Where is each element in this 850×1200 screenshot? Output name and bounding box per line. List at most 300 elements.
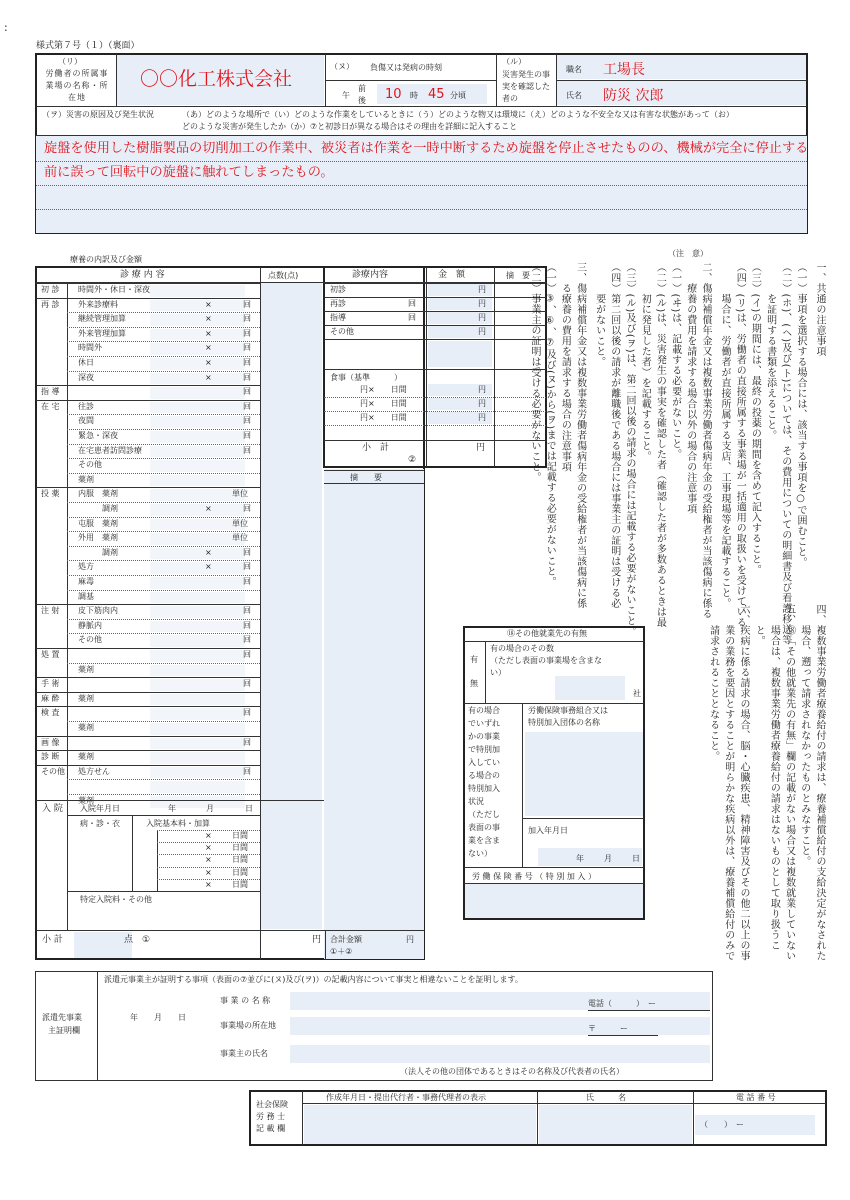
- row-mark: ×: [205, 504, 212, 513]
- subtotal-points-unit: 点: [124, 935, 134, 945]
- row-item: 皮下筋肉内: [78, 606, 118, 616]
- owner-name-field[interactable]: [290, 1045, 710, 1063]
- row-separator: [36, 736, 260, 737]
- row-item: 往診: [78, 401, 94, 411]
- row-separator: [36, 604, 260, 605]
- admission-year: 年: [168, 804, 176, 813]
- row-item: 時間外: [78, 343, 102, 353]
- right-row-separator: [324, 339, 546, 340]
- row-category: 処 置: [41, 650, 60, 659]
- row-category: 麻 酔: [41, 693, 60, 703]
- row-item: 屯服 薬剤: [78, 518, 118, 528]
- row-item: その他: [78, 635, 102, 645]
- ward-label: 病・診・衣: [80, 819, 120, 828]
- header-summary: 摘 要: [506, 271, 530, 280]
- row-mark: ×: [205, 547, 212, 557]
- header-amount: 金 額: [438, 270, 466, 280]
- sharoushi-col3: 電 話 番 号: [736, 1093, 776, 1102]
- join-day: 日: [632, 854, 640, 863]
- ru-label: （ル）: [502, 57, 526, 66]
- note-column: 二、傷病補償年金又は複数事業労働者傷病年金の受給権者が当該傷病に係る: [700, 262, 711, 619]
- row-mark: ×: [205, 358, 212, 367]
- biz-addr-label: 事業場の所在地: [220, 1021, 276, 1030]
- row-unit: 回: [243, 387, 251, 397]
- note-column: （二）事業主の証明は受ける必要がないこと。: [529, 262, 540, 483]
- row-item: 調基: [78, 591, 94, 601]
- sharoushi-left-2: 労 務 士: [256, 1112, 286, 1121]
- row-unit: 回: [243, 635, 251, 645]
- row-count-field[interactable]: [150, 796, 245, 808]
- minute-value: 45: [428, 87, 445, 102]
- days-unit: 日間: [232, 855, 248, 865]
- row-count-field[interactable]: [150, 548, 245, 560]
- cause-instruction-2: どのような災害が発生したか（か）⑦と初診日が異なる場合はその理由を詳細に記入すること: [182, 122, 518, 131]
- name-field[interactable]: [557, 81, 806, 105]
- days-mark: ×: [205, 831, 212, 840]
- join-year: 年: [576, 854, 584, 863]
- row-category: 診 断: [41, 752, 60, 762]
- inpatient-basic-label: 入院基本料・加算: [146, 819, 210, 828]
- row-separator: [67, 575, 260, 576]
- days-unit: 日間: [232, 831, 248, 840]
- row-item: 薬剤: [78, 693, 94, 703]
- meal-row: 円× 日間: [360, 385, 407, 394]
- right-row-unit: 回: [408, 299, 416, 308]
- row-separator: [36, 750, 260, 751]
- row-count-field[interactable]: [150, 708, 245, 720]
- note-column: （二）(ル)は、災害発生の事実を確認した者（確認した者が多数あるときは最: [654, 262, 666, 628]
- row-unit: 回: [243, 314, 251, 324]
- row-count-field[interactable]: [150, 300, 245, 312]
- row-unit: 回: [243, 372, 251, 382]
- row-unit: 単位: [232, 489, 248, 499]
- biz-name-label: 事 業 の 名 称: [220, 996, 271, 1005]
- note-column: 療養の費用を請求する場合以外の場合の注意事項: [684, 262, 696, 514]
- row-unit: 回: [243, 343, 251, 353]
- days-mark: ×: [205, 879, 212, 889]
- owner-name-label: 事業主の氏名: [220, 1049, 268, 1058]
- days-unit: 日間: [232, 879, 248, 889]
- note-column: （三）(ル)及び(ヲ)は、第二回以後の請求の場合には記載する必要がないこと。: [624, 262, 635, 637]
- subtotal-label: 小 計: [42, 935, 63, 945]
- org-name-field[interactable]: [525, 732, 643, 816]
- row-unit: 回: [243, 606, 251, 616]
- meal-row: 円× 日間: [360, 399, 407, 408]
- medical-caption: 療養の内訳及び金額: [70, 255, 142, 264]
- row-separator: [36, 706, 260, 707]
- days-mark: ×: [205, 843, 212, 853]
- note-column-lower: 業の業務を要因とすることが明らかな疾病以外は、療養補償給付のみで: [722, 604, 734, 961]
- row-category: 初 診: [41, 285, 60, 294]
- sharoushi-left-3: 記 載 欄: [256, 1124, 286, 1133]
- corner-mark: :: [4, 21, 8, 34]
- notes-header: （注 意）: [668, 249, 708, 258]
- right-row-yen: 円: [478, 285, 486, 294]
- row-category: 手 術: [41, 679, 60, 689]
- count-note-1: （ただし表面の事業場を含まな: [490, 656, 602, 665]
- right-row-label: 指導: [330, 313, 346, 322]
- row-unit: 回: [243, 547, 251, 557]
- row-separator: [36, 765, 260, 766]
- position-field[interactable]: [557, 55, 806, 79]
- subtotal2-label: 小 計: [362, 443, 390, 453]
- row-item: 薬剤: [78, 723, 94, 732]
- row-unit: 回: [243, 620, 251, 630]
- note-column: 初に発見した者）を記載すること。: [639, 262, 651, 462]
- dispatch-left-label-2: 主証明欄: [48, 1026, 80, 1035]
- row-count-field[interactable]: [150, 562, 245, 574]
- cause-instruction-1: （あ）どのような場所で（い）どのような作業をしているときに（う）どのような物又は環境に（え）どのような不安全な又は有害な状態があって（お）: [182, 110, 734, 119]
- row-item: 外用 薬剤: [78, 533, 118, 543]
- row-item: 調剤: [78, 504, 118, 513]
- note-column-lower: 五、⑱「その他就業先の有無」欄の記載がない場合又は複数就業していない: [783, 604, 795, 961]
- special-status-line: （ただし: [468, 810, 500, 819]
- subtotal-yen: 円: [312, 935, 322, 945]
- right-other-field[interactable]: [428, 341, 492, 367]
- total-formula: ①＋②: [330, 947, 353, 956]
- workplace-value: 〇〇化工株式会社: [140, 68, 293, 90]
- row-category: 検 査: [41, 708, 60, 718]
- row-item: 外来管理加算: [78, 328, 126, 338]
- inpatient-label: 入 院: [42, 804, 63, 814]
- row-unit: 回: [243, 708, 251, 718]
- row-item: 継続管理加算: [78, 314, 126, 324]
- days-unit: 日間: [232, 843, 248, 853]
- special-status-line: 有の場合: [468, 706, 500, 715]
- row-item: 処方: [78, 562, 94, 572]
- row-unit: 回: [243, 401, 251, 411]
- row-mark: ×: [205, 314, 212, 324]
- row-count-field[interactable]: [150, 738, 245, 750]
- row-count-field[interactable]: [150, 416, 245, 428]
- row-count-field[interactable]: [150, 781, 245, 793]
- sharoushi-date-field[interactable]: [304, 1105, 536, 1144]
- note-column: （一）(ヰ)は、記載する必要がないこと。: [669, 262, 681, 460]
- row-count-field[interactable]: [150, 519, 245, 531]
- cause-text-line-2: 前に誤って回転中の旋盤に触れてしまったもの。: [44, 165, 334, 180]
- row-mark: ×: [205, 299, 212, 309]
- meal-yen: 円: [478, 399, 486, 408]
- row-mark: ×: [205, 372, 212, 382]
- count-note-2: い）: [490, 668, 506, 677]
- note-column-lower: 場合、遡って請求されなかったものとみなすこと。: [798, 604, 810, 867]
- dispatch-ymd: 年 月 日: [130, 1013, 186, 1022]
- note-column: （四）第二回以後の請求が離職後である場合には事業主の証明は受ける必: [608, 262, 620, 609]
- org-label-2: 特別加入団体の名称: [528, 718, 600, 727]
- position-value: 工場長: [603, 62, 645, 78]
- none-label: 無: [470, 679, 478, 688]
- right-row-unit: 回: [408, 313, 416, 322]
- row-count-field[interactable]: [150, 373, 245, 385]
- row-count-field[interactable]: [150, 694, 245, 706]
- phone-label: 電話（ ） ー: [588, 999, 656, 1008]
- meal-separator: [324, 425, 546, 426]
- row-count-field[interactable]: [150, 767, 245, 779]
- row-unit: 回: [243, 737, 251, 747]
- row-separator: [67, 721, 260, 722]
- row-mark: ×: [205, 328, 212, 338]
- sharoushi-col2: 氏 名: [586, 1093, 626, 1102]
- row-item: 休日: [78, 358, 94, 367]
- special-inpatient-label: 特定入院料・その他: [80, 895, 152, 904]
- biz-addr-field[interactable]: [290, 1017, 710, 1035]
- row-count-field[interactable]: [150, 723, 245, 735]
- note-column-lower: 請求されることとなること。: [707, 604, 719, 762]
- row-separator: [67, 371, 260, 372]
- row-count-field[interactable]: [150, 752, 245, 764]
- form-title: 様式第７号（１）（裏面）: [36, 41, 140, 51]
- row-unit: 単位: [232, 518, 248, 528]
- right-row-label: その他: [330, 327, 354, 336]
- row-count-field[interactable]: [150, 446, 245, 458]
- row-unit: 単位: [232, 533, 248, 543]
- row-item: 夜間: [78, 416, 94, 426]
- row-separator: [67, 779, 260, 780]
- row-count-field[interactable]: [150, 592, 245, 604]
- company-unit: 社: [633, 689, 641, 698]
- row-item: その他: [78, 460, 102, 470]
- row-unit: 回: [243, 766, 251, 776]
- special-status-line: でいずれ: [468, 719, 500, 728]
- cause-label: （ヲ）災害の原因及び発生状況: [42, 110, 154, 119]
- row-item: 内服 薬剤: [78, 489, 118, 499]
- row-item: 静脈内: [78, 620, 102, 630]
- row-separator: [36, 283, 260, 284]
- row-count-field[interactable]: [150, 606, 245, 618]
- row-unit: 回: [243, 679, 251, 689]
- row-separator: [36, 385, 260, 386]
- sharoushi-name-field[interactable]: [539, 1105, 692, 1144]
- join-date-label: 加入年月日: [528, 826, 568, 835]
- name-label: 氏名: [566, 91, 582, 100]
- sharoushi-col1: 作成年月日・提出代行者・事務代理者の表示: [326, 1093, 486, 1102]
- row-item: 深夜: [78, 372, 94, 382]
- count-label: 有の場合のその数: [490, 644, 554, 653]
- note-column: を証明する書類を添えること。: [764, 262, 776, 441]
- count-field[interactable]: [555, 676, 625, 700]
- special-status-line: 入してい: [468, 758, 500, 767]
- meal-yen: 円: [478, 413, 486, 422]
- row-separator: [67, 560, 260, 561]
- row-unit: 回: [243, 577, 251, 586]
- row-count-field[interactable]: [150, 387, 245, 399]
- row-separator: [67, 794, 260, 795]
- special-status-line: かの事業: [468, 732, 500, 741]
- special-status-line: 業を含ま: [468, 836, 500, 845]
- note-column: 三、傷病補償年金又は複数事業労働者傷病年金の受給権者が当該傷病に係: [574, 262, 586, 609]
- row-item: 処方せん: [78, 766, 110, 776]
- row-category: 在 宅: [41, 401, 60, 411]
- row-count-field[interactable]: [150, 358, 245, 370]
- has-label: 有: [470, 655, 478, 664]
- row-separator: [36, 677, 260, 678]
- row-separator: [67, 473, 260, 474]
- row-count-field[interactable]: [150, 504, 245, 516]
- summary-label: 摘 要: [350, 473, 382, 482]
- circle1: ①: [142, 935, 151, 945]
- header-content2: 診療内容: [352, 270, 389, 280]
- row-item: 調剤: [78, 547, 118, 557]
- minute-unit: 分頃: [450, 91, 466, 100]
- row-item: 外来診療料: [78, 299, 118, 309]
- row-count-field[interactable]: [150, 402, 245, 414]
- right-row-label: 再診: [330, 299, 346, 308]
- admission-month: 月: [206, 804, 214, 813]
- row-category: 注 射: [41, 606, 60, 616]
- row-count-field[interactable]: [150, 533, 245, 545]
- time-title: 負傷又は発病の時刻: [370, 63, 442, 72]
- right-row-separator: [324, 369, 546, 370]
- cause-text-line-1: 旋盤を使用した樹脂製品の切削加工の作業中、被災者は作業を一時中断するため旋盤を停止させたものの、機械が完全に停止する: [44, 141, 809, 156]
- row-separator: [67, 444, 260, 445]
- right-row-yen: 円: [478, 299, 486, 308]
- special-status-line: 特別加入: [468, 784, 500, 793]
- row-separator: [67, 429, 260, 430]
- row-count-field[interactable]: [150, 343, 245, 355]
- row-count-field[interactable]: [150, 635, 245, 647]
- subtotal2-yen: 円: [476, 443, 486, 453]
- row-category: 画 像: [41, 737, 60, 747]
- owner-note: （法人その他の団体であるときはその名称及び代表者の氏名）: [400, 1067, 624, 1076]
- special-status-line: 表面の事: [468, 823, 500, 832]
- row-item: 緊急・深夜: [78, 431, 118, 440]
- row-category: 再 診: [41, 299, 60, 309]
- row-mark: ×: [205, 343, 212, 353]
- row-mark: ×: [205, 562, 212, 572]
- dispatch-left-label-1: 派遣先事業: [42, 1013, 82, 1022]
- right-row-yen: 円: [478, 327, 486, 336]
- meal-row: 円× 日間: [360, 413, 407, 422]
- ampm-top: 前: [358, 84, 366, 93]
- row-item: 薬剤: [78, 752, 94, 762]
- admission-day: 日: [245, 804, 253, 813]
- row-item: 麻毒: [78, 577, 94, 586]
- right-row-yen: 円: [478, 313, 486, 322]
- note-column-lower: と。: [753, 604, 765, 646]
- other-job-title: ⑱その他就業先の有無: [507, 629, 587, 638]
- row-count-field[interactable]: [150, 314, 245, 326]
- row-separator: [67, 356, 260, 357]
- row-separator: [67, 546, 260, 547]
- note-column-lower: 六、疾病に係る請求の場合、脳・心臓疾患、精神障害及びその他二以上の事: [738, 604, 749, 961]
- hour-value: 10: [385, 87, 402, 102]
- right-row-label: 初診: [330, 285, 346, 294]
- days-unit: 日間: [232, 867, 248, 877]
- insurance-number-field[interactable]: [465, 884, 643, 918]
- row-unit: 回: [243, 431, 251, 440]
- note-column: る療養の費用を請求する場合の注意事項: [559, 262, 571, 472]
- note-column: 場合に、労働者が直接所属する支店、工事現場等を記載すること。: [719, 262, 730, 609]
- row-unit: 回: [243, 299, 251, 309]
- row-separator: [36, 400, 260, 401]
- row-category: 投 薬: [41, 489, 60, 499]
- ampm-prefix: 午: [342, 91, 350, 100]
- row-category: その他: [41, 766, 65, 776]
- row-count-field[interactable]: [150, 285, 245, 297]
- row-separator: [67, 502, 260, 503]
- row-count-field[interactable]: [150, 679, 245, 691]
- row-separator: [36, 692, 260, 693]
- note-column: （四）(リ)は、労働者の直接所属する事業場が一括適用の取扱いを受けている: [734, 262, 746, 628]
- row-item: 時間外・休日・深夜: [78, 285, 150, 294]
- position-label: 職名: [566, 65, 582, 74]
- note-column: （一）事項を選択する場合には、該当する事項を○で囲むこと。: [795, 262, 806, 568]
- row-separator: [36, 298, 260, 299]
- row-item: 薬剤: [78, 664, 94, 674]
- insurance-number-label: 労 働 保 険 番 号 （ 特 別 加 入 ）: [472, 872, 596, 881]
- row-unit: 回: [243, 650, 251, 659]
- note-column-lower: 場合は、複数事業労働者療養給付の請求はないものとして取り扱うこ: [768, 604, 780, 951]
- postal-label: 〒 ー: [588, 1024, 628, 1033]
- join-date-field[interactable]: [538, 848, 642, 866]
- row-count-field[interactable]: [150, 475, 245, 487]
- row-unit: 回: [243, 504, 251, 513]
- row-separator: [67, 327, 260, 328]
- note-column: （二）(ホ)、(ヘ)及び(ト)については、その費用についての明細書及び看護移送等: [779, 262, 791, 646]
- row-separator: [67, 619, 260, 620]
- row-separator: [36, 487, 260, 488]
- witness-label: 災害発生の事実を確認した者の: [502, 70, 550, 103]
- row-separator: [67, 590, 260, 591]
- row-count-field[interactable]: [150, 665, 245, 677]
- row-count-field[interactable]: [150, 431, 245, 443]
- org-label-1: 労働保険事務組合又は: [528, 706, 608, 715]
- total-yen: 円: [406, 935, 414, 944]
- name-value: 防災 次郎: [603, 88, 664, 104]
- row-count-field[interactable]: [150, 489, 245, 501]
- ri-label: （リ）: [58, 57, 82, 66]
- row-separator: [67, 517, 260, 518]
- workplace-label: 労働者の所属事業場の名称・所在地: [45, 69, 109, 102]
- special-status-line: る場合の: [468, 771, 500, 780]
- meal-label: 食事（基準 ）: [330, 373, 402, 382]
- row-count-field[interactable]: [150, 621, 245, 633]
- sharoushi-left-1: 社会保険: [256, 1100, 288, 1109]
- row-item: 薬剤: [78, 796, 94, 805]
- row-separator: [67, 414, 260, 415]
- ampm-bottom: 後: [358, 96, 366, 105]
- note-column: （一）③、⑥、⑦及び(ヌ)から(ヲ)までは記載する必要がないこと。: [544, 262, 556, 588]
- meal-yen: 円: [478, 385, 486, 394]
- note-column: （三）(イ)の期間には、最終の投薬の期間を含めて記入すること。: [749, 262, 761, 576]
- note-column: 要がないこと。: [593, 262, 605, 367]
- special-status-line: で特別加: [468, 745, 500, 754]
- row-unit: 回: [243, 328, 251, 338]
- row-separator: [36, 648, 260, 649]
- header-content: 診 療 内 容: [120, 270, 165, 280]
- header-points: 点数(点): [268, 271, 299, 280]
- row-count-field[interactable]: [150, 329, 245, 341]
- join-month: 月: [604, 854, 612, 863]
- row-item: 薬剤: [78, 474, 94, 484]
- row-count-field[interactable]: [150, 577, 245, 589]
- row-item: 在宅患者訪問診療: [78, 445, 142, 455]
- row-unit: 回: [243, 416, 251, 426]
- total-label: 合計金額: [330, 935, 362, 944]
- row-count-field[interactable]: [150, 460, 245, 472]
- row-count-field[interactable]: [150, 650, 245, 662]
- special-status-line: 状況: [468, 797, 484, 806]
- row-category: 指 導: [41, 387, 60, 397]
- row-unit: 回: [243, 445, 251, 455]
- nu-label: （ヌ）: [330, 62, 354, 71]
- dispatch-statement: 派遣元事業主が証明する事項（表面の⑦並びに(ヌ)及び(ヲ)）の記載内容について事実と相違ないことを証明します。: [104, 975, 523, 984]
- admission-date: 入院年月日: [80, 804, 120, 813]
- note-column: 一、共通の注意事項: [814, 262, 825, 357]
- hour-unit: 時: [410, 91, 418, 100]
- note-column-lower: 四、複数事業労働者療養給付の請求は、療養補償給付の支給決定がなされた: [814, 604, 825, 961]
- row-unit: 回: [243, 562, 251, 572]
